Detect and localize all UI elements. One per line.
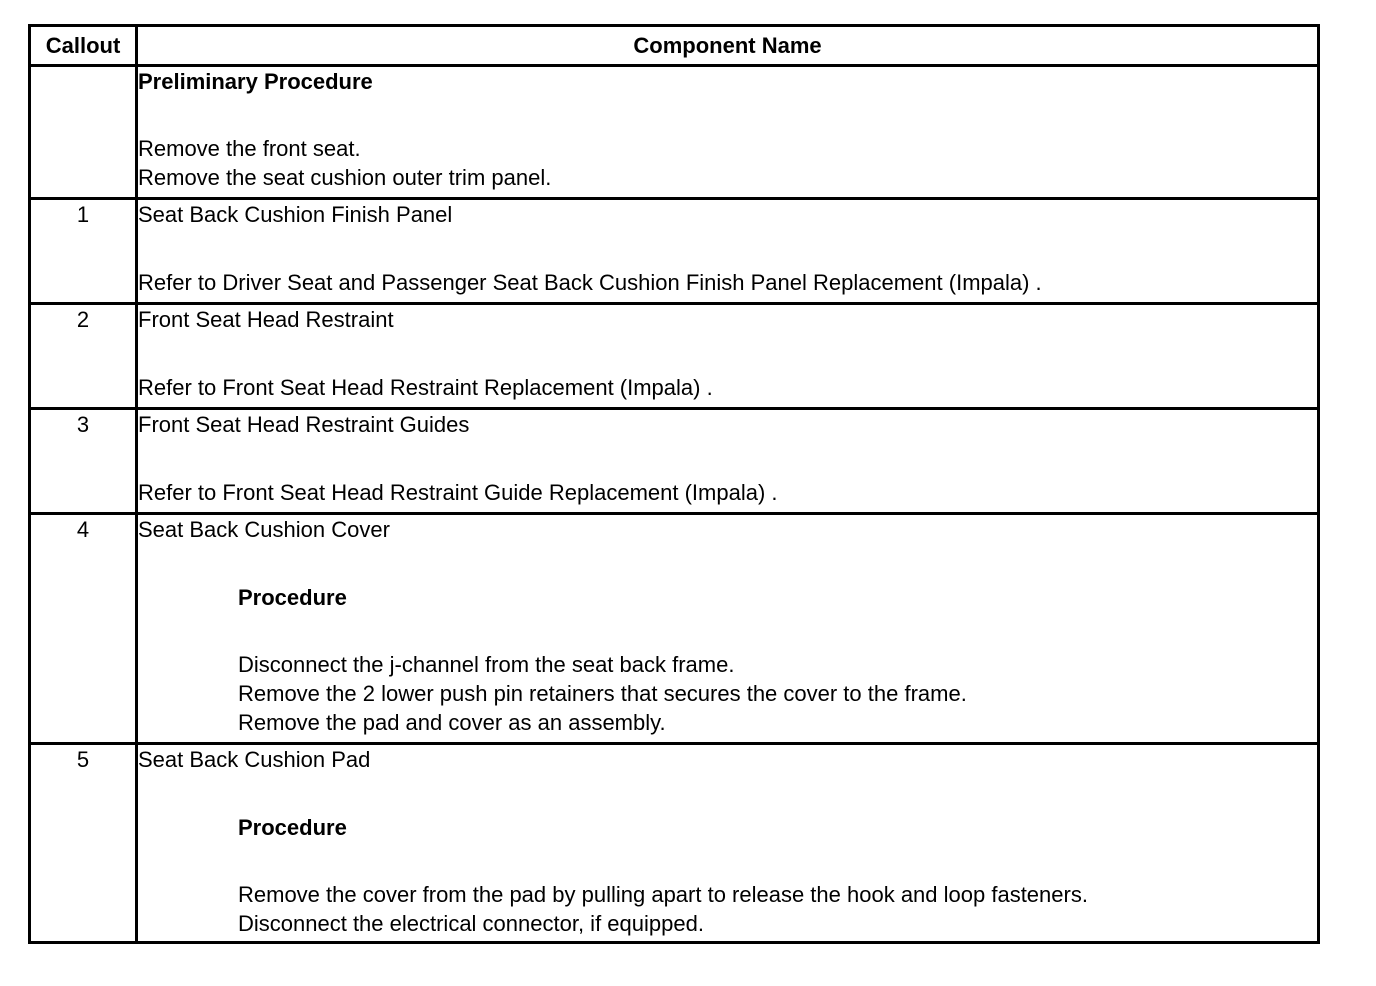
procedure-block <box>138 813 1317 938</box>
component-name: Front Seat Head Restraint Guides <box>138 412 470 437</box>
procedure-step: Remove the cover from the pad by pulling apart to release the hook and loop fasteners. <box>238 882 1088 907</box>
component-reference: Refer to Driver Seat and Passenger Seat Back Cushion Finish Panel Replacement (Impala) . <box>138 270 1042 295</box>
callout-number: 5 <box>30 744 137 943</box>
component-reference: Refer to Front Seat Head Restraint Guide Replacement (Impala) . <box>138 480 778 505</box>
preliminary-title: Preliminary Procedure <box>138 69 373 94</box>
procedure-block <box>138 583 1317 737</box>
component-name: Front Seat Head Restraint <box>138 307 394 332</box>
preliminary-step: Remove the front seat. <box>138 136 361 161</box>
procedure-step: Disconnect the electrical connector, if equipped. <box>238 911 704 936</box>
component-cell <box>137 514 1319 744</box>
table-row <box>30 409 1319 514</box>
preliminary-row <box>30 66 1319 199</box>
preliminary-callout-cell <box>30 66 137 199</box>
procedure-step: Remove the pad and cover as an assembly. <box>238 710 666 735</box>
component-cell <box>137 304 1319 409</box>
table-row <box>30 304 1319 409</box>
component-cell <box>137 199 1319 304</box>
preliminary-step: Remove the seat cushion outer trim panel. <box>138 165 552 190</box>
callout-number: 1 <box>30 199 137 304</box>
component-cell <box>137 744 1319 943</box>
table-row <box>30 199 1319 304</box>
header-callout: Callout <box>30 26 137 66</box>
component-cell <box>137 409 1319 514</box>
component-name: Seat Back Cushion Pad <box>138 747 371 772</box>
callout-number: 2 <box>30 304 137 409</box>
callout-number: 4 <box>30 514 137 744</box>
table-row <box>30 744 1319 943</box>
component-name: Seat Back Cushion Finish Panel <box>138 202 453 227</box>
preliminary-cell <box>137 66 1319 199</box>
table-header-row <box>30 26 1319 66</box>
procedure-step: Remove the 2 lower push pin retainers that secures the cover to the frame. <box>238 681 967 706</box>
header-component-name: Component Name <box>137 26 1319 66</box>
table-row <box>30 514 1319 744</box>
component-table <box>28 24 1320 944</box>
component-reference: Refer to Front Seat Head Restraint Replacement (Impala) . <box>138 375 713 400</box>
procedure-title: Procedure <box>238 815 347 840</box>
procedure-title: Procedure <box>238 585 347 610</box>
component-name: Seat Back Cushion Cover <box>138 517 390 542</box>
callout-number: 3 <box>30 409 137 514</box>
procedure-step: Disconnect the j-channel from the seat back frame. <box>238 652 735 677</box>
